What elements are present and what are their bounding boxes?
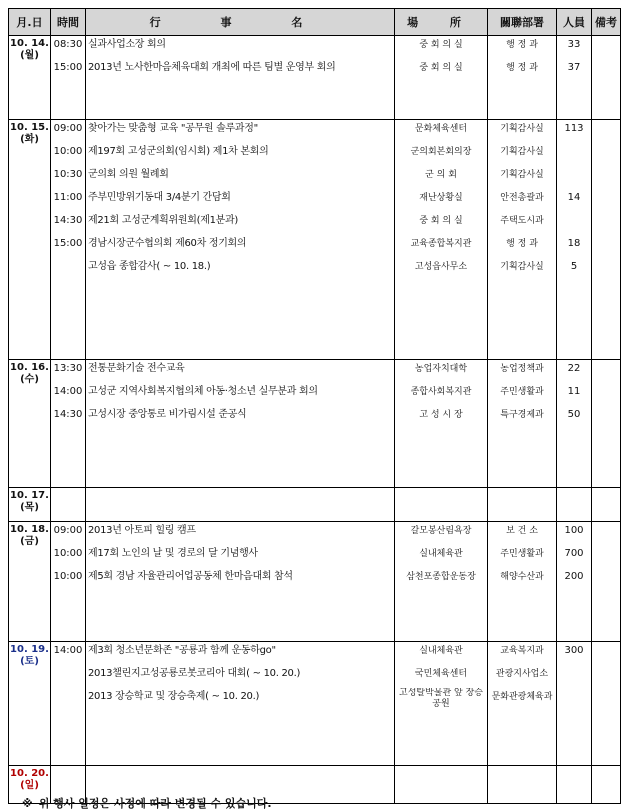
event-name: 제3회 청소년문화존 "공룡과 함께 운동하go" — [88, 645, 276, 656]
event-place: 고성읍사무소 — [414, 262, 468, 272]
day-date-cell — [9, 642, 51, 766]
footer-note — [22, 795, 272, 811]
event-people — [557, 688, 591, 711]
day-note-cell — [592, 488, 621, 522]
day-date-cell — [9, 36, 51, 120]
event-time: 14:00 — [53, 386, 83, 397]
event-people: 22 — [567, 363, 581, 374]
weekday-label: (월) — [20, 50, 39, 61]
date-label: 10. 14. — [10, 38, 49, 49]
schedule-body — [9, 36, 621, 804]
day-people-cell — [557, 36, 592, 120]
event-time: 14:00 — [53, 645, 83, 656]
day-date — [9, 766, 50, 792]
event-name: 고성군 지역사회복지협의체 아동·청소년 실무분과 회의 — [88, 386, 318, 397]
event-dept: 안전총괄과 — [500, 193, 544, 203]
event-time: 10:30 — [53, 169, 83, 180]
day-name-cell — [86, 120, 395, 360]
day-name-cell — [86, 360, 395, 488]
day-row — [9, 36, 621, 120]
event-time: 10:00 — [53, 571, 83, 582]
weekday-label: (목) — [20, 502, 39, 513]
event-dept: 문화관광체육과 — [491, 692, 553, 702]
event-time — [51, 258, 85, 281]
event-place: 삼천포종합운동장 — [406, 572, 476, 582]
event-place: 농업자치대학 — [414, 364, 468, 374]
event-dept: 관광지사업소 — [495, 669, 549, 679]
day-note-cell — [592, 360, 621, 488]
day-note-cell — [592, 36, 621, 120]
event-people — [557, 212, 591, 235]
day-dept-cell — [488, 522, 557, 642]
event-people: 100 — [564, 525, 584, 536]
weekday-label: (토) — [20, 656, 39, 667]
event-dept: 주민생활과 — [500, 387, 544, 397]
day-place-cell — [395, 360, 488, 488]
day-dept-cell — [488, 488, 557, 522]
event-place: 고 성 시 장 — [419, 410, 463, 420]
event-time: 14:30 — [53, 409, 83, 420]
day-date — [9, 36, 50, 62]
event-name — [86, 766, 394, 789]
event-dept: 보 건 소 — [506, 526, 538, 536]
day-people-cell — [557, 488, 592, 522]
event-time: 08:30 — [53, 39, 83, 50]
date-label: 10. 16. — [10, 362, 49, 373]
day-name-cell — [86, 642, 395, 766]
header-place: 場 所 — [395, 9, 488, 36]
day-time-cell — [51, 522, 86, 642]
event-place: 국민체육센터 — [414, 669, 468, 679]
day-date-cell — [9, 522, 51, 642]
weekday-label: (금) — [20, 536, 39, 547]
event-time: 10:00 — [53, 146, 83, 157]
event-time: 09:00 — [53, 525, 83, 536]
date-label: 10. 20. — [10, 768, 49, 779]
day-row — [9, 360, 621, 488]
event-place: 종합사회복지관 — [410, 387, 472, 397]
day-place-cell — [395, 488, 488, 522]
event-place: 중 회 의 실 — [419, 63, 463, 73]
event-time: 14:30 — [53, 215, 83, 226]
event-people: 33 — [567, 39, 581, 50]
event-people: 37 — [567, 62, 581, 73]
event-dept: 행 정 과 — [506, 40, 538, 50]
event-dept: 기획감사실 — [500, 262, 544, 272]
event-dept: 주민생활과 — [500, 549, 544, 559]
event-people: 5 — [570, 261, 578, 272]
day-dept-cell — [488, 642, 557, 766]
day-date-cell — [9, 120, 51, 360]
day-place-cell — [395, 642, 488, 766]
day-dept-cell — [488, 36, 557, 120]
day-date — [9, 488, 50, 514]
event-people: 50 — [567, 409, 581, 420]
day-date-cell — [9, 488, 51, 522]
event-place: 갈모봉산림욕장 — [410, 526, 472, 536]
header-date: 月.日 — [9, 9, 51, 36]
day-dept-cell — [488, 360, 557, 488]
date-label: 10. 17. — [10, 490, 49, 501]
header-note: 備考 — [592, 9, 621, 36]
event-time — [51, 688, 85, 711]
event-dept: 교육복지과 — [500, 646, 544, 656]
event-name: 찾아가는 맞춤형 교육 "공무원 솔루과정" — [88, 123, 258, 134]
event-people: 300 — [564, 645, 584, 656]
date-label: 10. 18. — [10, 524, 49, 535]
day-name-cell — [86, 488, 395, 522]
event-people: 700 — [564, 548, 584, 559]
event-time — [51, 488, 85, 511]
event-dept: 해양수산과 — [500, 572, 544, 582]
day-time-cell — [51, 360, 86, 488]
event-time: 10:00 — [53, 548, 83, 559]
event-dept: 기획감사실 — [500, 170, 544, 180]
weekday-label: (일) — [20, 780, 39, 791]
weekday-label: (수) — [20, 374, 39, 385]
day-people-cell — [557, 642, 592, 766]
day-time-cell — [51, 120, 86, 360]
date-label: 10. 19. — [10, 644, 49, 655]
event-name: 주부민방위기동대 3/4분기 간담회 — [88, 192, 231, 203]
day-row — [9, 522, 621, 642]
day-people-cell — [557, 360, 592, 488]
event-people: 18 — [567, 238, 581, 249]
event-name: 제17회 노인의 날 및 경로의 달 기념행사 — [88, 548, 258, 559]
event-name: 2013년 노사한마음체육대회 개최에 따른 팀별 운영부 회의 — [88, 62, 336, 73]
event-place: 고성탈박물관 앞 장승공원 — [399, 688, 483, 709]
event-place: 중 회 의 실 — [419, 40, 463, 50]
event-name: 제21회 고성군계획위원회(제1분과) — [88, 215, 238, 226]
event-people: 200 — [564, 571, 584, 582]
day-people-cell — [557, 766, 592, 804]
event-dept: 특구경제과 — [500, 410, 544, 420]
event-people — [557, 766, 591, 789]
event-people — [557, 143, 591, 166]
event-place: 재난상황실 — [419, 193, 463, 203]
event-name: 경남시장군수협의회 제60차 정기회의 — [88, 238, 247, 249]
day-date — [9, 120, 50, 146]
event-name: 제197회 고성군의회(임시회) 제1차 본회의 — [88, 146, 269, 157]
event-people: 11 — [567, 386, 581, 397]
event-dept: 행 정 과 — [506, 239, 538, 249]
schedule-sheet — [8, 8, 620, 810]
day-place-cell — [395, 522, 488, 642]
event-dept: 기획감사실 — [500, 147, 544, 157]
event-time: 13:30 — [53, 363, 83, 374]
event-place — [395, 488, 487, 511]
event-name: 2013년 아토피 힐링 캠프 — [88, 525, 196, 536]
event-place — [395, 766, 487, 789]
event-place: 문화체육센터 — [414, 124, 468, 134]
event-place: 교육종합복지관 — [410, 239, 472, 249]
header-dept: 關聯部署 — [488, 9, 557, 36]
event-dept: 기획감사실 — [500, 124, 544, 134]
day-note-cell — [592, 522, 621, 642]
day-note-cell — [592, 120, 621, 360]
event-name: 군의회 의원 월례회 — [88, 169, 169, 180]
header-people: 人員 — [557, 9, 592, 36]
day-time-cell — [51, 642, 86, 766]
event-name — [86, 488, 394, 511]
event-place: 실내체육관 — [419, 549, 463, 559]
event-name: 2013챌린지고성공룡로봇코리아 대회( ~ 10. 20.) — [88, 668, 301, 679]
header-time: 時間 — [51, 9, 86, 36]
event-dept: 농업정책과 — [500, 364, 544, 374]
note-mark: ※ — [22, 797, 33, 810]
day-people-cell — [557, 522, 592, 642]
header-row — [9, 9, 621, 36]
day-note-cell — [592, 766, 621, 804]
event-people: 113 — [564, 123, 584, 134]
day-time-cell — [51, 488, 86, 522]
date-label: 10. 15. — [10, 122, 49, 133]
day-place-cell — [395, 36, 488, 120]
day-place-cell — [395, 120, 488, 360]
event-name: 전통문화기술 전수교육 — [88, 363, 185, 374]
event-people — [557, 488, 591, 511]
event-time: 09:00 — [53, 123, 83, 134]
day-date — [9, 522, 50, 548]
event-dept: 주택도시과 — [500, 216, 544, 226]
day-note-cell — [592, 642, 621, 766]
event-time — [51, 766, 85, 789]
day-row — [9, 488, 621, 522]
event-dept — [488, 766, 556, 789]
event-name: 제5회 경남 자율관리어업공동체 한마음대회 참석 — [88, 571, 293, 582]
day-dept-cell — [488, 120, 557, 360]
day-date — [9, 360, 50, 386]
day-row — [9, 120, 621, 360]
day-time-cell — [51, 36, 86, 120]
weekday-label: (화) — [20, 134, 39, 145]
event-name: 고성시장 중앙통로 비가림시설 준공식 — [88, 409, 247, 420]
day-date-cell — [9, 360, 51, 488]
event-dept: 행 정 과 — [506, 63, 538, 73]
note-text: 위 행사 일정은 사정에 따라 변경될 수 있습니다. — [38, 797, 272, 810]
day-dept-cell — [488, 766, 557, 804]
day-row — [9, 642, 621, 766]
day-date — [9, 642, 50, 668]
event-people — [557, 665, 591, 688]
day-name-cell — [86, 36, 395, 120]
event-time: 15:00 — [53, 238, 83, 249]
event-name: 고성읍 종합감사( ~ 10. 18.) — [88, 261, 211, 272]
day-people-cell — [557, 120, 592, 360]
event-name: 2013 장승학교 및 장승축제( ~ 10. 20.) — [88, 691, 260, 702]
day-place-cell — [395, 766, 488, 804]
event-place: 군의회본회의장 — [410, 147, 472, 157]
event-people — [557, 166, 591, 189]
event-time: 15:00 — [53, 62, 83, 73]
event-place: 군 의 회 — [425, 170, 457, 180]
event-people: 14 — [567, 192, 581, 203]
event-dept — [488, 488, 556, 511]
event-name: 실과사업소장 회의 — [88, 39, 166, 50]
event-place: 중 회 의 실 — [419, 216, 463, 226]
weekly-schedule-table — [8, 8, 621, 804]
event-time — [51, 665, 85, 688]
header-event: 行 事 名 — [86, 9, 395, 36]
event-time: 11:00 — [53, 192, 83, 203]
event-place: 실내체육관 — [419, 646, 463, 656]
day-name-cell — [86, 522, 395, 642]
